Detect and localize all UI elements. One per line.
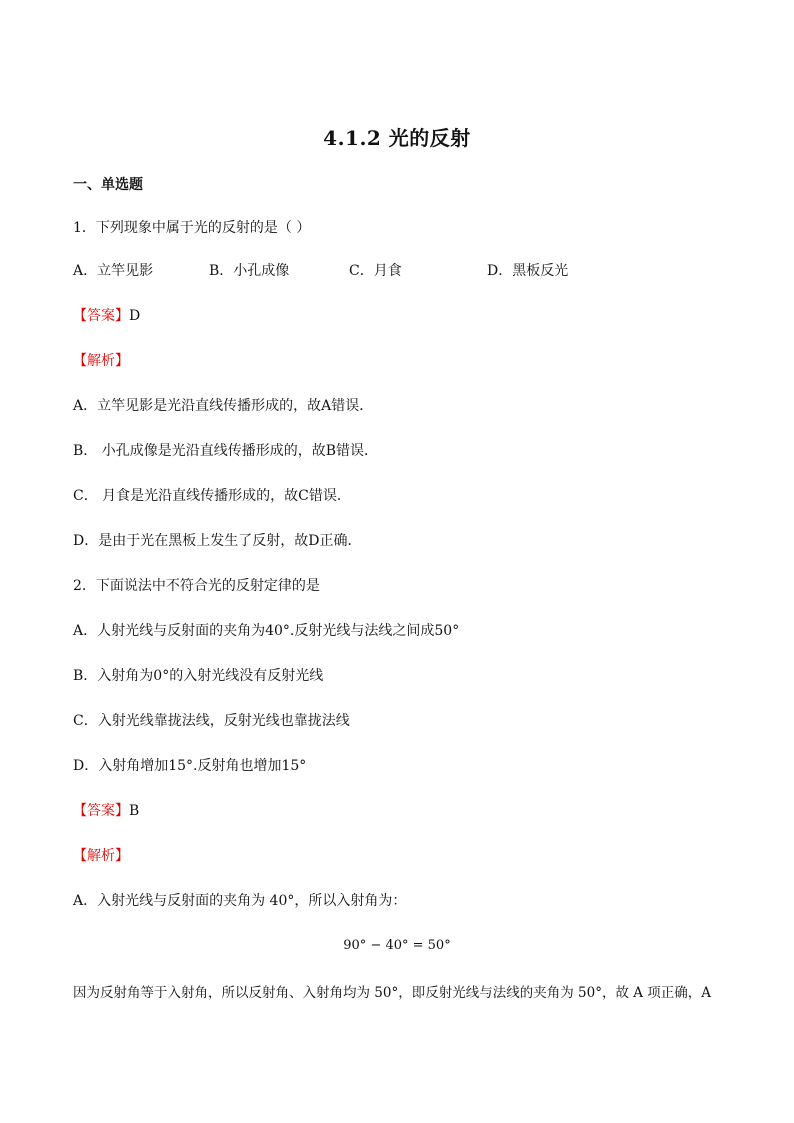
question-2-answer [73, 802, 139, 820]
question-1-stem: 1．下列现象中属于光的反射的是（ ） [73, 220, 311, 236]
question-2-option-a: A．人射光线与反射面的夹角为40°.反射光线与法线之间成50° [73, 623, 460, 639]
question-2-stem: 2．下面说法中不符合光的反射定律的是 [73, 578, 320, 594]
question-1-option-b: B．小孔成像 [209, 263, 290, 279]
section-heading: 一、单选题 [73, 177, 143, 193]
page-title: 4.1.2 光的反射 [323, 126, 471, 150]
question-1-analysis-a: A．立竿见影是光沿直线传播形成的，故A错误． [73, 398, 374, 414]
question-1-option-d: D．黑板反光 [487, 263, 569, 279]
question-1-analysis-d: D．是由于光在黑板上发生了反射，故D正确． [73, 533, 362, 549]
question-2-analysis-line-1: A．入射光线与反射面的夹角为 40°，所以入射角为： [73, 893, 407, 909]
question-2-analysis-line-2: 因为反射角等于入射角，所以反射角、入射角均为 50°，即反射光线与法线的夹角为 50°，故 A 项正确，A [73, 985, 712, 1001]
question-1-option-c: C．月食 [349, 263, 402, 279]
analysis-tag: 【解析】 [73, 353, 129, 369]
question-2-option-d: D．入射角增加15°.反射角也增加15° [73, 758, 307, 774]
question-1-analysis-c: C． 月食是光沿直线传播形成的，故C错误． [73, 488, 351, 504]
answer-tag: 【答案】 [73, 803, 129, 819]
question-2-analysis-heading [73, 847, 129, 865]
question-1-analysis-b: B． 小孔成像是光沿直线传播形成的，故B错误． [73, 443, 379, 459]
answer-tag: 【答案】 [73, 308, 129, 324]
question-1-analysis-heading [73, 352, 129, 370]
question-1-answer [73, 307, 140, 325]
formula: 90° − 40° = 50° [343, 938, 451, 953]
question-1-option-a: A．立竿见影 [73, 263, 154, 279]
question-2-option-c: C．入射光线靠拢法线，反射光线也靠拢法线 [73, 713, 350, 729]
answer-value: B [129, 803, 140, 819]
question-2-option-b: B．入射角为0°的入射光线没有反射光线 [73, 668, 324, 684]
answer-value: D [129, 308, 141, 324]
analysis-tag: 【解析】 [73, 848, 129, 864]
